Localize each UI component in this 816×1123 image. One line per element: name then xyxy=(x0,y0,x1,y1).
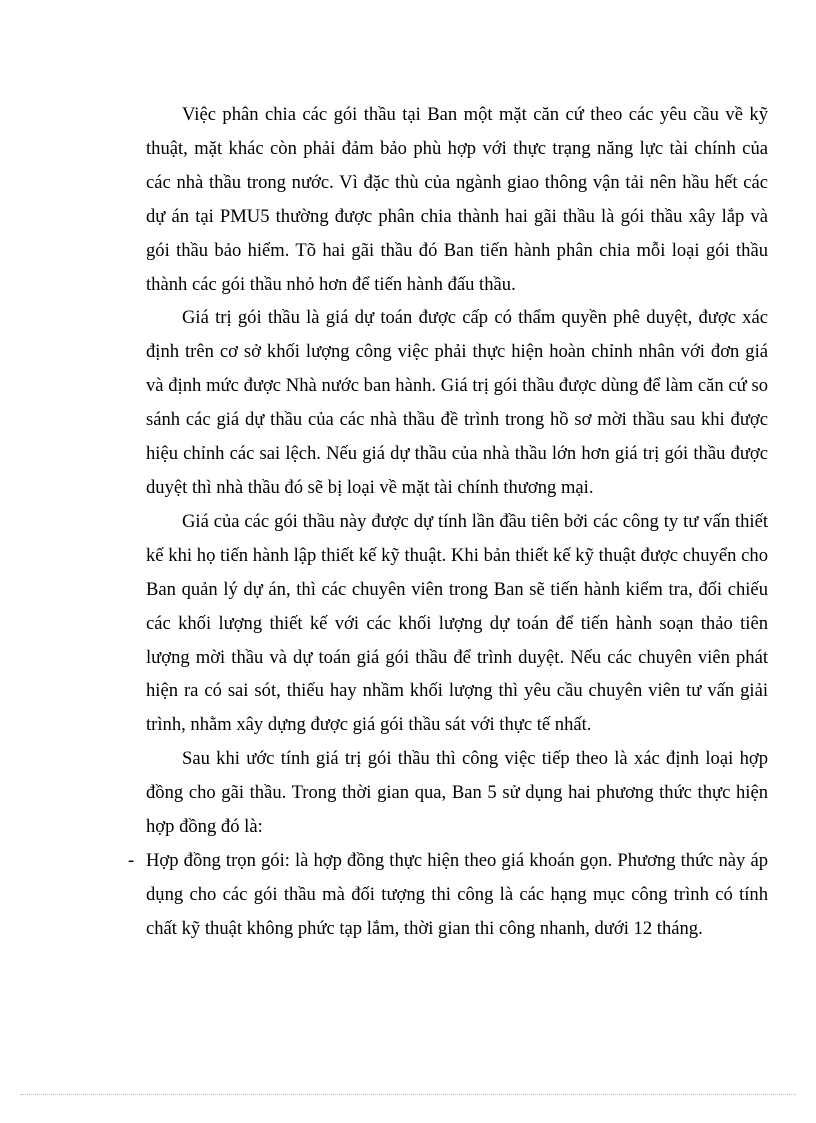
list-item-contract-type xyxy=(128,844,768,946)
paragraph-1: Việc phân chia các gói thầu tại Ban một mặt căn cứ theo các yêu cầu về kỹ thuật, mặt khác còn phải đảm bảo phù hợp với thực trạng năng lực tài chính của các nhà thầu trong nước. Vì đặc thù của ngành giao thông vận tải nên hầu hết các dự án tại PMU5 thường được phân chia thành hai gãi thầu là gói thầu xây lắp và gói thầu bảo hiểm. Tõ hai gãi thầu đó Ban tiến hành phân chia mỗi loại gói thầu thành các gói thầu nhỏ hơn để tiến hành đấu thầu. xyxy=(146,104,768,295)
list-item-text: Hợp đồng trọn gói: là hợp đồng thực hiện theo giá khoán gọn. Phương thức này áp dụng cho các gói thầu mà đối tượng thi công là các hạng mục công trình có tính chất kỹ thuật không phức tạp lắm, thời gian thi công nhanh, dưới 12 tháng. xyxy=(146,849,768,939)
paragraph-4: Sau khi ước tính giá trị gói thầu thì công việc tiếp theo là xác định loại hợp đồng cho gãi thầu. Trong thời gian qua, Ban 5 sử dụng hai phương thức thực hiện hợp đồng đó là: xyxy=(146,748,768,838)
page-footer-divider xyxy=(20,1094,796,1095)
list-bullet: - xyxy=(128,849,135,871)
document-body xyxy=(128,98,768,946)
paragraph-2: Giá trị gói thầu là giá dự toán được cấp có thẩm quyền phê duyệt, được xác định trên cơ sở khối lượng công việc phải thực hiện hoàn chỉnh nhân với đơn giá và định mức được Nhà nước ban hành. Giá trị gói thầu được dùng để làm căn cứ so sánh các giá dự thầu của các nhà thầu đề trình trong hồ sơ mời thầu sau khi được hiệu chỉnh các sai lệch. Nếu giá dự thầu của nhà thầu lớn hơn giá trị gói thầu được duyệt thì nhà thầu đó sẽ bị loại về mặt tài chính thương mại. xyxy=(146,307,768,498)
paragraph-3: Giá của các gói thầu này được dự tính lần đầu tiên bởi các công ty tư vấn thiết kế khi họ tiến hành lập thiết kế kỹ thuật. Khi bản thiết kế kỹ thuật được chuyển cho Ban quản lý dự án, thì các chuyên viên trong Ban sẽ tiến hành kiểm tra, đối chiếu các khối lượng thiết kế với các khối lượng dự toán để tiến hành soạn thảo tiên lượng mời thầu và dự toán giá gói thầu để trình duyệt. Nếu các chuyên viên phát hiện ra có sai sót, thiếu hay nhầm khối lượng thì yêu cầu chuyên viên tư vấn giải trình, nhằm xây dựng được giá gói thầu sát với thực tế nhất. xyxy=(146,510,768,736)
